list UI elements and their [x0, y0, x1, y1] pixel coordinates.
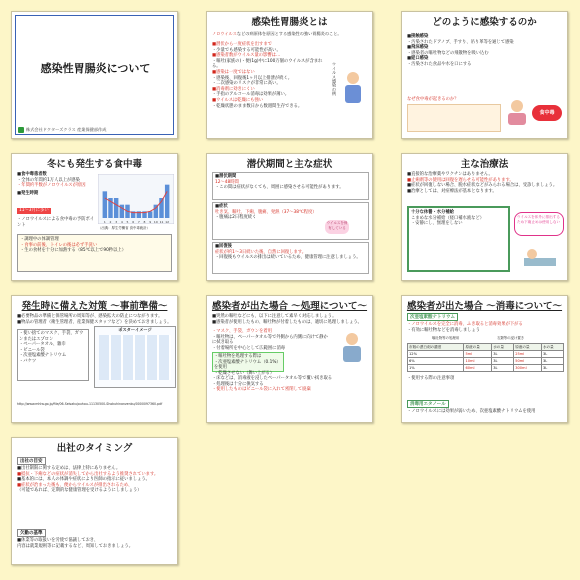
table-cell: 3L [541, 365, 563, 372]
l7: ・処理後は十分に換気する [212, 381, 264, 387]
l1: ■必要物品の準備と保管場所の周知等が、感染拡大の防止につながります。 [17, 314, 163, 319]
l2: ■物品の管理者（衛生管理者、産業保健スタッフなど）を決めておきましょう。 [17, 319, 172, 325]
b5: ■ウイルスは乾燥にも強い [212, 97, 264, 103]
l4: ■治療としては、対症療法が基本となります。 [407, 188, 497, 194]
virus-label: ウイルス感染の例 [332, 62, 337, 96]
intro-text: などの病原体を原因とする感染性の強い胃腸炎のこと。 [236, 31, 342, 36]
hypochlorite-tag: 次亜塩素酸ナトリウム [407, 313, 458, 321]
h2: ■飛沫感染 [407, 45, 429, 51]
hypochlorite-notes [407, 322, 564, 333]
h2: ■症状 [215, 204, 228, 209]
note-box [212, 352, 284, 376]
tick-3: 3 [115, 220, 118, 224]
h3: ■回復後 [215, 244, 232, 249]
h3a: 症状が約1〜3日続いた後、自然に回復します。 [215, 249, 307, 255]
table-cell: 原液の量 [464, 344, 492, 351]
tick-4: 4 [120, 220, 123, 224]
box1: 十分な休養・水分補給 [411, 210, 454, 215]
treatment-list [407, 172, 564, 194]
table-cell: 5ml [464, 351, 492, 358]
table-cell: 原液の量 [514, 344, 542, 351]
tick-11: 11 [159, 220, 164, 224]
b1a: ・少量でも感染する可能性が高い。 [212, 47, 281, 53]
person-icon [338, 70, 368, 108]
tick-10: 10 [153, 220, 158, 224]
routes-list [407, 34, 564, 68]
h2a: 吐き気、嘔吐、下痢、腹痛、発熱（37〜38℃程度） [215, 209, 317, 215]
h1: ■潜伏期間 [215, 174, 237, 179]
slide-how-infect[interactable] [401, 11, 568, 139]
b2: ■発生時期 [17, 190, 39, 196]
b3: ■感染は一度ではない [212, 69, 255, 75]
slide-treatment[interactable] [401, 153, 568, 281]
l3: ■症状が回復しない場合、脱水症状などがみられる場合は、受診しましょう。 [407, 183, 558, 189]
dilution-table [407, 343, 564, 372]
tick-9: 9 [149, 220, 152, 224]
l2: ■止痢剤等の使用は回復を遅らせる可能性があります。 [407, 177, 514, 183]
h3a: ・汚染された食品や水を口にする [407, 61, 472, 67]
col1-header [432, 335, 492, 341]
footer-text: 株式会社ドクターズクラス 産業保健部作成 [26, 127, 107, 132]
monthly-chart [98, 174, 174, 224]
l4: ■症状が治まった後も、便からウイルスが排出されるため、 [17, 482, 133, 488]
stats-list [17, 172, 95, 229]
callout: ウイルスを体外に排出するため下痢止めは使用しない [514, 212, 564, 236]
table-cell: 50ml [514, 358, 542, 365]
slide-incubation[interactable] [206, 153, 373, 281]
tick-12: 12 [165, 220, 170, 224]
slide-title: 感染性胃腸炎とは [251, 17, 328, 28]
b1b: ・年間約半数がノロウイルスが原因 [17, 183, 86, 189]
table-row [408, 365, 564, 372]
bar-12 [165, 185, 169, 218]
slide-title: 発生時に備えた対策 〜事前準備〜 [21, 301, 168, 312]
slide-disinfection[interactable] [401, 295, 568, 423]
ethanol-note: ・ノロウイルスには効果が弱いため、次亜塩素酸ナトリウムを使用 [407, 409, 536, 414]
b1a: ・全体の年間約1万人以上が感染 [17, 177, 80, 183]
poster-grid [99, 335, 171, 380]
l6: ■休業等の取扱いを労使で協議しておき、 [17, 538, 99, 543]
box3: ・安静にし、無理をしない [411, 221, 463, 227]
b2a: 11〜3月に多い [19, 208, 49, 214]
l8: ・使用したものはビニール袋に入れて密閉して廃棄 [212, 387, 311, 393]
b1: ■食中毒患者数 [17, 172, 47, 177]
l7: 内容は就業規則等に記載するなど、周知しておきましょう。 [17, 543, 134, 549]
sick-person-icon [502, 98, 532, 126]
table-row [408, 344, 564, 351]
table-cell: 6% [408, 358, 464, 365]
what-is-list [212, 42, 327, 109]
tick-2: 2 [109, 220, 112, 224]
handling-intro [212, 314, 369, 325]
tick-7: 7 [137, 220, 140, 224]
box-c: ・生の食材を十分に加熱する（85℃以上で90秒以上） [20, 248, 126, 254]
intro [212, 31, 369, 37]
table-cell: 300ml [514, 365, 542, 372]
l6: ・床などは、消毒液を浸したペーパータオル等で覆い拭き取る [212, 376, 333, 381]
slide-return-to-work[interactable] [11, 437, 178, 565]
h1a: ・ノロウイルスを完全に消毒、ふき取ると消毒効果が下がる [407, 322, 523, 327]
recovery-box [212, 242, 369, 274]
h3b: ・回復後もウイルスの排出は続いているため、健康管理に注意しましょう。 [215, 255, 361, 261]
company-logo-icon [18, 127, 24, 133]
slide-title: 潜伏期間と主な症状 [246, 159, 333, 170]
slide-title: 出社のタイミング [56, 443, 133, 454]
resting-person-icon [522, 240, 558, 270]
b1: ■潜伏から一度症状を出すまで [212, 42, 272, 47]
h2b: ・腹痛は2日程度続く [215, 215, 257, 221]
tick-6: 6 [132, 220, 135, 224]
c3: 衣類等の浸け置き [497, 336, 525, 340]
b2a: ・嘔吐(家族の)・便(1g)中に100万個のウイルスが含まれる。 [212, 58, 323, 70]
prep-list [17, 314, 174, 325]
l2: ■抵抗・下痢などの症状が消失してから出社するよう推奨されています。 [17, 471, 159, 477]
return-guideline-tag: 出社の目安 [17, 457, 46, 465]
l2: ■感染者が使用したもの、嘔吐物が付着したものは、適切に処理しましょう。 [212, 319, 362, 325]
table-cell: 3L [492, 365, 514, 372]
l1: ■直接的な治療薬やワクチンはありません。 [407, 172, 493, 177]
box-b: ・食事の前後、トイレの後は必ず手洗い [20, 242, 98, 248]
box-c: ・乾燥させない（舞い上がる） [214, 370, 275, 376]
slide-cover[interactable] [11, 11, 178, 139]
tick-1: 1 [103, 220, 106, 224]
table-row [408, 358, 564, 365]
h2a: ・感染者の嘔吐物などの飛散物を吸い込む [407, 50, 489, 56]
table-cell: 10ml [464, 358, 492, 365]
h1: ■接触感染 [407, 34, 429, 39]
slide-what-is[interactable] [206, 11, 373, 139]
worker-icon [335, 330, 369, 364]
h1b: ・有効に嘔吐物などを消毒しましょう [407, 327, 481, 333]
l1: ■出社制限に関する定めは、法律上特にありません。 [17, 466, 121, 471]
l3: ・マスク、手袋、ガウンを着用 [212, 329, 272, 334]
i1: ・使い捨てのマスク、手袋、ガウンまたはエプロン [19, 331, 84, 342]
source-url[interactable]: http://www.mhlw.go.jp/file/06-Seisakujouhou-11130500-Shokuhinanzenbu/0000097360.pdf [17, 402, 163, 406]
cover-footer [18, 127, 106, 133]
b5a: ・乾燥状態のまま数日から数週間生存できる。 [212, 103, 303, 109]
i3: ・ビニール袋 [19, 347, 45, 353]
table-cell: 60ml [464, 365, 492, 372]
box2: こまめな水分補給（経口補水液など） [411, 215, 485, 221]
food-poisoning-badge: 食中毒 [532, 105, 562, 121]
slide-title: 冬にも発生する食中毒 [46, 159, 142, 170]
table-cell: 1% [408, 365, 464, 372]
l4: ・嘔吐物は、ペーパータオル等で外側から内側に向けて静かに拭き取る [212, 334, 328, 346]
cover-title: 感染性胃腸炎について [40, 62, 151, 75]
i2: ・ペーパータオル、雑巾 [19, 342, 66, 348]
table-cell: 3L [541, 358, 563, 365]
b4a: ・手指のアルコール消毒は効果が薄い。 [212, 92, 290, 98]
slide-title: 感染者が出た場合 〜消毒について〜 [406, 301, 563, 312]
b2: ■感染者数がウイルス量の影響は… [212, 53, 281, 59]
prevention-box [17, 234, 172, 272]
i4: ・次亜塩素酸ナトリウム [19, 353, 67, 359]
col2-header [497, 335, 562, 341]
virus-badge: ウイルスを保有している [325, 220, 349, 234]
slide-title: 感染者が出た場合 〜処理について〜 [211, 301, 368, 312]
supplies-box [17, 329, 89, 381]
slide-title: どのように感染するのか [432, 17, 537, 28]
ethanol-tag: 消毒用エタノール [407, 400, 449, 408]
chart-source: （出典：厚生労働省 食中毒統計） [98, 226, 150, 230]
l1: ■突然の嘔吐などにも、以下に注意して素早く対応しましょう。 [212, 314, 337, 319]
h1b: ・この間は症状がなくても、周囲に感染させる可能性があります。 [215, 185, 344, 191]
absence-list [17, 538, 174, 549]
incubation-box [212, 172, 369, 200]
question: なぜ食中毒が起きるのか？ [407, 97, 459, 102]
explanation-box [407, 104, 501, 132]
table-cell: 12% [408, 351, 464, 358]
slide-title: 主な治療法 [460, 159, 509, 170]
table-cell: 市販の漂白剤の濃度 [408, 344, 464, 351]
bar-9 [148, 211, 152, 218]
h3: ■経口感染 [407, 56, 429, 62]
intro-highlight: ノロウイルス [212, 31, 237, 36]
table-cell: 25ml [514, 351, 542, 358]
b3b: ・二次感染のリスクが非常に高い。 [212, 81, 281, 87]
h1a: 12〜48時間 [215, 179, 239, 185]
table-cell: 3L [492, 351, 514, 358]
poster-preview [94, 326, 176, 388]
handling-after [212, 376, 369, 393]
slide-winter-food-poisoning[interactable] [11, 153, 178, 281]
box-a: ・嘔吐物を処理する際は [214, 354, 262, 359]
l5: ・付着場所を中心として広範囲に消毒 [212, 345, 286, 351]
b4: ■消毒剤に効きにくい [212, 86, 255, 92]
box-b: ・次亜塩素酸ナトリウム（0.1%）を使用 [214, 359, 281, 371]
tick-8: 8 [143, 220, 146, 224]
l3: ■基本的には、本人の体調や症状により医師の指示に従いましょう。 [17, 477, 150, 483]
bar-3 [114, 198, 118, 218]
b3: ・ノロウイルスによる食中毒の予防ポイント [17, 217, 95, 228]
tick-5: 5 [126, 220, 129, 224]
poster-label: ポスターイメージ [118, 327, 152, 332]
table-cell: 水の量 [541, 344, 563, 351]
absence-criteria-tag: 欠勤の基準 [17, 529, 46, 537]
l5: （可能であれば、定期的な健康管理を受けるようにしましょう） [17, 488, 142, 494]
table-cell: 3L [492, 358, 514, 365]
slide-preparation[interactable] [11, 295, 178, 423]
table-cell: 3L [541, 351, 563, 358]
usage-note: ・使用する際の注意事項 [407, 376, 455, 381]
table-cell: 水の量 [492, 344, 514, 351]
b3a: ・感染後、回復後1ヶ月以上排泄が続く。 [212, 75, 292, 81]
i5: ・バケツ [19, 358, 37, 364]
c1: 嘔吐物等の処理用 [432, 336, 460, 340]
handling-steps [212, 329, 332, 351]
slide-handling[interactable] [206, 295, 373, 423]
care-box [407, 206, 510, 272]
h1a: ・汚染されたドアノブ、手すり、吊り革等を通じて感染 [407, 39, 514, 45]
bar-1 [103, 191, 107, 218]
return-list [17, 466, 174, 494]
table-row [408, 351, 564, 358]
box-a: ・調理中の体調管理 [20, 237, 59, 242]
